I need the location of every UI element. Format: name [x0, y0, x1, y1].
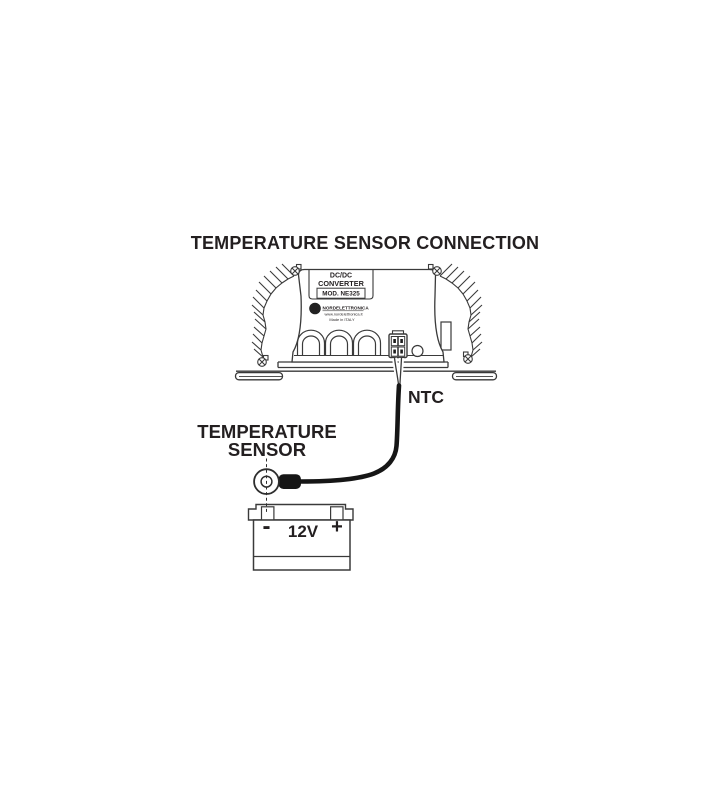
sensor-sleeve — [279, 474, 302, 489]
battery-positive-mark: + — [331, 516, 343, 538]
screw-icon — [464, 352, 473, 363]
page-title: TEMPERATURE SENSOR CONNECTION — [190, 233, 540, 253]
model-text: MOD. NE325 — [322, 290, 360, 298]
brand-origin: Made in ITALY — [329, 316, 355, 322]
ntc-connector — [389, 331, 407, 358]
sensor-label-line1: TEMPERATURE — [197, 421, 337, 442]
sensor-label-line2: SENSOR — [227, 439, 307, 460]
logo-letter: N — [312, 304, 318, 314]
converter-device — [236, 264, 497, 380]
ring-terminal-sensor — [254, 469, 301, 494]
battery-negative-mark: - — [262, 513, 271, 540]
indicator-circle — [412, 346, 423, 357]
left-heatsink-fins — [252, 264, 294, 362]
battery — [249, 505, 354, 571]
device-name-line2: CONVERTER — [318, 279, 364, 288]
ntc-label: NTC — [408, 387, 444, 407]
temperature-sensor-label — [197, 421, 336, 460]
ntc-wire — [301, 358, 402, 482]
battery-voltage: 12V — [287, 522, 319, 541]
mounting-base — [236, 371, 497, 380]
side-slot — [441, 322, 451, 350]
chassis-bottom-rim — [278, 362, 448, 368]
device-name-line1: DC/DC — [329, 272, 353, 280]
brand-name: NORDELETTRONICA — [322, 305, 369, 311]
brand-website: www.nordelettronica.it — [324, 311, 363, 317]
